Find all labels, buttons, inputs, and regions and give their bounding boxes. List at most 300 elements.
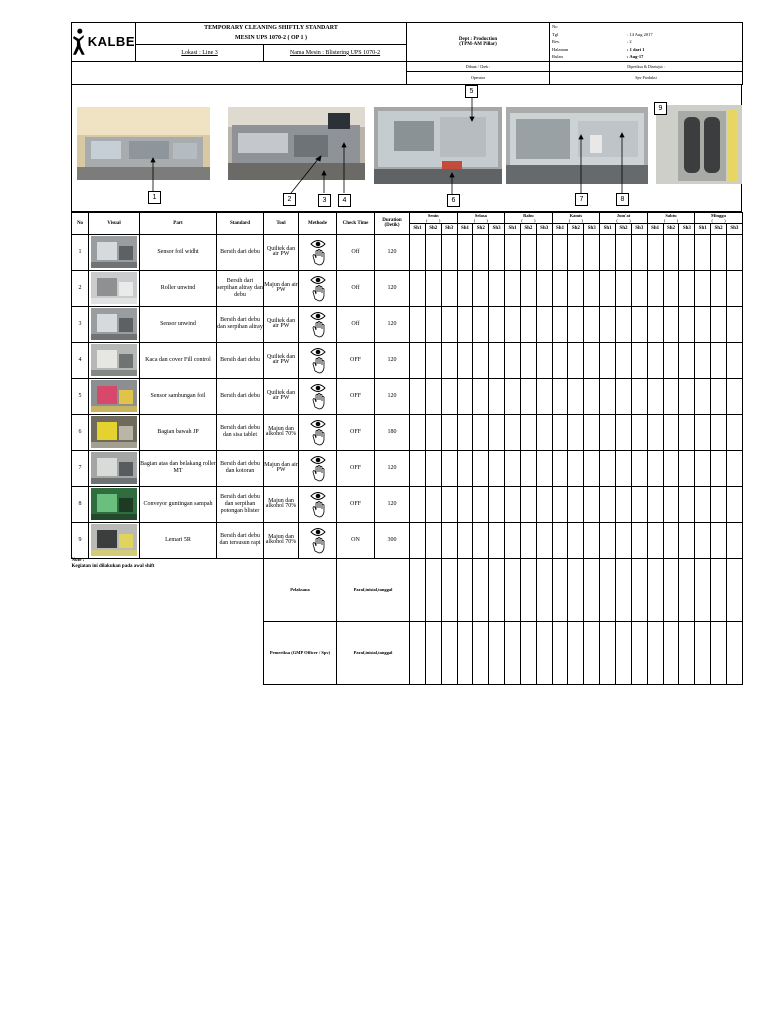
signoff-cell[interactable] <box>489 558 505 621</box>
row-no: 8 <box>72 486 89 522</box>
check-cell[interactable] <box>536 450 552 486</box>
check-cell[interactable] <box>457 270 473 306</box>
dept-line-1: Dept : Production <box>458 36 498 42</box>
check-cell[interactable] <box>711 522 727 558</box>
signoff-cell[interactable] <box>584 558 600 621</box>
check-cell[interactable] <box>520 270 536 306</box>
check-cell[interactable] <box>536 306 552 342</box>
check-cell[interactable] <box>584 306 600 342</box>
signoff-cell[interactable] <box>410 558 426 621</box>
check-cell[interactable] <box>584 342 600 378</box>
check-cell[interactable] <box>679 378 695 414</box>
check-cell[interactable] <box>568 378 584 414</box>
check-cell[interactable] <box>457 522 473 558</box>
row-method <box>299 414 337 450</box>
check-cell[interactable] <box>457 450 473 486</box>
check-cell[interactable] <box>726 270 742 306</box>
machine-name: Nama Mesin : Blistering UPS 1070-2 <box>264 44 407 61</box>
check-cell[interactable] <box>616 306 632 342</box>
check-cell[interactable] <box>410 450 426 486</box>
eye-hand-method-icon <box>309 309 327 339</box>
check-cell[interactable] <box>711 342 727 378</box>
check-cell[interactable] <box>695 414 711 450</box>
check-cell[interactable] <box>584 270 600 306</box>
shift-header: Sh1 <box>505 223 521 234</box>
shift-header: Sh1 <box>647 223 663 234</box>
check-cell[interactable] <box>711 234 727 270</box>
check-cell[interactable] <box>584 522 600 558</box>
check-cell[interactable] <box>663 450 679 486</box>
check-cell[interactable] <box>536 414 552 450</box>
check-cell[interactable] <box>410 342 426 378</box>
check-cell[interactable] <box>410 270 426 306</box>
check-cell[interactable] <box>457 306 473 342</box>
day-header <box>647 212 695 223</box>
signoff-cell[interactable] <box>552 621 568 684</box>
check-cell[interactable] <box>647 522 663 558</box>
row-standard: Bersih dari debu <box>217 234 264 270</box>
signoff-cell[interactable] <box>711 558 727 621</box>
check-cell[interactable] <box>695 234 711 270</box>
row-tool: Quiltek dan air PW <box>264 306 299 342</box>
check-cell[interactable] <box>695 270 711 306</box>
row-no: 5 <box>72 378 89 414</box>
check-cell[interactable] <box>568 414 584 450</box>
callout-4: 4 <box>338 194 351 207</box>
row-tool: Quiltek dan air PW <box>264 342 299 378</box>
check-cell[interactable] <box>584 378 600 414</box>
check-cell[interactable] <box>505 234 521 270</box>
check-cell[interactable] <box>425 270 441 306</box>
check-cell[interactable] <box>616 270 632 306</box>
check-cell[interactable] <box>425 486 441 522</box>
check-cell[interactable] <box>536 522 552 558</box>
check-cell[interactable] <box>679 522 695 558</box>
check-cell[interactable] <box>489 414 505 450</box>
check-cell[interactable] <box>695 342 711 378</box>
check-cell[interactable] <box>726 234 742 270</box>
check-cell[interactable] <box>520 234 536 270</box>
approval-box <box>550 61 743 84</box>
check-cell[interactable] <box>441 522 457 558</box>
check-cell[interactable] <box>520 342 536 378</box>
check-cell[interactable] <box>473 522 489 558</box>
check-cell[interactable] <box>600 486 616 522</box>
check-cell[interactable] <box>616 234 632 270</box>
check-cell[interactable] <box>679 342 695 378</box>
check-cell[interactable] <box>489 378 505 414</box>
check-cell[interactable] <box>663 234 679 270</box>
check-cell[interactable] <box>552 450 568 486</box>
row-standard: Bersih dari debu <box>217 342 264 378</box>
check-cell[interactable] <box>568 306 584 342</box>
signoff-cell[interactable] <box>473 558 489 621</box>
eye-hand-method-icon <box>309 525 327 555</box>
col-standard: Standard <box>217 212 264 234</box>
check-cell[interactable] <box>663 486 679 522</box>
check-cell[interactable] <box>489 270 505 306</box>
table-row <box>72 414 743 450</box>
signoff-cell[interactable] <box>536 558 552 621</box>
check-cell[interactable] <box>505 270 521 306</box>
check-cell[interactable] <box>473 234 489 270</box>
signoff-cell[interactable] <box>425 558 441 621</box>
check-cell[interactable] <box>600 378 616 414</box>
check-cell[interactable] <box>520 378 536 414</box>
header-spacer <box>72 61 407 84</box>
check-cell[interactable] <box>473 306 489 342</box>
row-part: Bagian atas dan belakang roller MT <box>140 450 217 486</box>
signoff-cell[interactable] <box>616 621 632 684</box>
check-cell[interactable] <box>410 414 426 450</box>
signoff-cell[interactable] <box>695 558 711 621</box>
signoff-cell[interactable] <box>457 621 473 684</box>
shift-header: Sh1 <box>552 223 568 234</box>
check-cell[interactable] <box>600 270 616 306</box>
check-cell[interactable] <box>695 450 711 486</box>
day-date: ( ) <box>521 217 536 223</box>
check-cell[interactable] <box>489 342 505 378</box>
signoff-cell[interactable] <box>520 558 536 621</box>
check-cell[interactable] <box>695 522 711 558</box>
check-cell[interactable] <box>584 486 600 522</box>
row-visual <box>89 270 140 306</box>
signoff-cell[interactable] <box>536 621 552 684</box>
document-info <box>550 23 743 62</box>
check-cell[interactable] <box>726 342 742 378</box>
callout-9: 9 <box>654 102 667 115</box>
check-cell[interactable] <box>647 270 663 306</box>
check-cell[interactable] <box>410 486 426 522</box>
row-tool: Quiltek dan air PW <box>264 234 299 270</box>
check-cell[interactable] <box>410 378 426 414</box>
check-cell[interactable] <box>647 486 663 522</box>
check-cell[interactable] <box>600 414 616 450</box>
check-cell[interactable] <box>711 378 727 414</box>
row-check-time: OFF <box>337 414 375 450</box>
check-cell[interactable] <box>552 486 568 522</box>
check-cell[interactable] <box>711 270 727 306</box>
signoff-cell[interactable] <box>441 558 457 621</box>
visual-yellow-photo <box>91 416 137 448</box>
check-cell[interactable] <box>663 306 679 342</box>
check-cell[interactable] <box>616 450 632 486</box>
doc-page-label: Halaman <box>552 46 569 52</box>
check-cell[interactable] <box>410 234 426 270</box>
check-cell[interactable] <box>552 414 568 450</box>
department <box>407 23 550 62</box>
check-cell[interactable] <box>441 234 457 270</box>
doc-rev-label: Rev. <box>552 39 561 45</box>
check-cell[interactable] <box>679 270 695 306</box>
signoff-cell[interactable] <box>410 621 426 684</box>
row-tool: Majun dan alkohol 70% <box>264 522 299 558</box>
check-cell[interactable] <box>711 414 727 450</box>
check-cell[interactable] <box>679 414 695 450</box>
signoff-cell[interactable] <box>568 558 584 621</box>
visual-machine-photo <box>91 452 137 484</box>
check-cell[interactable] <box>489 234 505 270</box>
check-cell[interactable] <box>663 522 679 558</box>
check-cell[interactable] <box>505 486 521 522</box>
check-cell[interactable] <box>489 522 505 558</box>
check-cell[interactable] <box>473 486 489 522</box>
signoff-cell[interactable] <box>711 621 727 684</box>
check-cell[interactable] <box>726 414 742 450</box>
signoff-cell[interactable] <box>616 558 632 621</box>
check-cell[interactable] <box>584 450 600 486</box>
signoff-cell[interactable] <box>647 558 663 621</box>
check-cell[interactable] <box>457 414 473 450</box>
signoff-cell[interactable] <box>631 621 647 684</box>
col-part: Part <box>140 212 217 234</box>
check-cell[interactable] <box>663 342 679 378</box>
day-name: Sabtu <box>665 212 677 218</box>
check-cell[interactable] <box>441 378 457 414</box>
check-cell[interactable] <box>425 306 441 342</box>
check-cell[interactable] <box>568 522 584 558</box>
check-cell[interactable] <box>568 270 584 306</box>
check-cell[interactable] <box>711 306 727 342</box>
signoff-cell[interactable] <box>520 621 536 684</box>
check-cell[interactable] <box>663 414 679 450</box>
signoff-cell[interactable] <box>726 621 742 684</box>
signoff-cell[interactable] <box>679 558 695 621</box>
check-cell[interactable] <box>616 342 632 378</box>
shift-header: Sh2 <box>520 223 536 234</box>
signoff-cell[interactable] <box>726 558 742 621</box>
check-cell[interactable] <box>552 522 568 558</box>
signoff-cell[interactable] <box>584 621 600 684</box>
check-cell[interactable] <box>473 270 489 306</box>
check-cell[interactable] <box>584 234 600 270</box>
check-cell[interactable] <box>663 378 679 414</box>
check-cell[interactable] <box>631 378 647 414</box>
visual-roller-photo <box>91 272 137 304</box>
check-cell[interactable] <box>425 450 441 486</box>
callout-7: 7 <box>575 193 588 206</box>
check-cell[interactable] <box>568 450 584 486</box>
signoff-cell[interactable] <box>600 558 616 621</box>
check-cell[interactable] <box>552 270 568 306</box>
check-cell[interactable] <box>552 342 568 378</box>
check-cell[interactable] <box>520 486 536 522</box>
visual-cabinet-photo <box>91 524 137 556</box>
check-cell[interactable] <box>473 378 489 414</box>
check-cell[interactable] <box>552 378 568 414</box>
signoff-row <box>72 558 743 621</box>
check-cell[interactable] <box>505 414 521 450</box>
check-cell[interactable] <box>616 486 632 522</box>
signoff-cell[interactable] <box>663 621 679 684</box>
check-cell[interactable] <box>410 306 426 342</box>
shift-header: Sh2 <box>568 223 584 234</box>
check-cell[interactable] <box>711 450 727 486</box>
check-cell[interactable] <box>489 450 505 486</box>
eye-hand-method-icon <box>309 273 327 303</box>
check-cell[interactable] <box>600 234 616 270</box>
check-cell[interactable] <box>600 342 616 378</box>
check-cell[interactable] <box>631 342 647 378</box>
check-cell[interactable] <box>600 522 616 558</box>
check-cell[interactable] <box>441 414 457 450</box>
row-part: Lemari 5R <box>140 522 217 558</box>
check-cell[interactable] <box>647 306 663 342</box>
check-cell[interactable] <box>616 522 632 558</box>
check-cell[interactable] <box>616 414 632 450</box>
check-cell[interactable] <box>536 234 552 270</box>
check-cell[interactable] <box>695 306 711 342</box>
check-cell[interactable] <box>457 486 473 522</box>
check-cell[interactable] <box>505 342 521 378</box>
check-cell[interactable] <box>536 270 552 306</box>
check-cell[interactable] <box>647 450 663 486</box>
check-cell[interactable] <box>568 486 584 522</box>
check-cell[interactable] <box>679 306 695 342</box>
check-cell[interactable] <box>584 414 600 450</box>
signoff-sign: Paraf,inisial,tanggal <box>337 621 410 684</box>
check-cell[interactable] <box>520 306 536 342</box>
check-cell[interactable] <box>695 486 711 522</box>
check-cell[interactable] <box>536 486 552 522</box>
check-cell[interactable] <box>726 450 742 486</box>
col-no: No <box>72 212 89 234</box>
signoff-cell[interactable] <box>473 621 489 684</box>
check-cell[interactable] <box>425 522 441 558</box>
check-cell[interactable] <box>679 234 695 270</box>
check-cell[interactable] <box>600 306 616 342</box>
signoff-cell[interactable] <box>505 558 521 621</box>
check-cell[interactable] <box>473 450 489 486</box>
check-cell[interactable] <box>647 342 663 378</box>
shift-header: Sh2 <box>425 223 441 234</box>
row-tool: Majun dan alkohol 70% <box>264 486 299 522</box>
check-cell[interactable] <box>489 486 505 522</box>
check-cell[interactable] <box>726 378 742 414</box>
check-cell[interactable] <box>631 486 647 522</box>
signoff-cell[interactable] <box>631 558 647 621</box>
row-duration: 120 <box>375 486 410 522</box>
check-cell[interactable] <box>679 486 695 522</box>
check-cell[interactable] <box>726 522 742 558</box>
check-cell[interactable] <box>631 306 647 342</box>
maker-box <box>407 61 550 84</box>
check-cell[interactable] <box>441 342 457 378</box>
check-cell[interactable] <box>457 378 473 414</box>
check-cell[interactable] <box>425 414 441 450</box>
check-cell[interactable] <box>473 414 489 450</box>
check-cell[interactable] <box>425 378 441 414</box>
signoff-cell[interactable] <box>647 621 663 684</box>
check-cell[interactable] <box>568 234 584 270</box>
doc-page-value: : 1 dari 1 <box>627 46 645 52</box>
check-cell[interactable] <box>679 450 695 486</box>
table-row <box>72 450 743 486</box>
check-cell[interactable] <box>647 234 663 270</box>
signoff-cell[interactable] <box>457 558 473 621</box>
shift-header: Sh3 <box>441 223 457 234</box>
check-cell[interactable] <box>631 270 647 306</box>
check-cell[interactable] <box>695 378 711 414</box>
check-cell[interactable] <box>425 234 441 270</box>
check-cell[interactable] <box>647 378 663 414</box>
check-cell[interactable] <box>568 342 584 378</box>
check-cell[interactable] <box>631 450 647 486</box>
check-cell[interactable] <box>441 486 457 522</box>
row-method <box>299 486 337 522</box>
check-cell[interactable] <box>505 522 521 558</box>
check-cell[interactable] <box>489 306 505 342</box>
signoff-cell[interactable] <box>600 621 616 684</box>
check-cell[interactable] <box>473 342 489 378</box>
check-cell[interactable] <box>600 450 616 486</box>
signoff-cell[interactable] <box>568 621 584 684</box>
shift-header: Sh3 <box>489 223 505 234</box>
row-no: 4 <box>72 342 89 378</box>
check-cell[interactable] <box>616 378 632 414</box>
check-cell[interactable] <box>410 522 426 558</box>
check-cell[interactable] <box>647 414 663 450</box>
signoff-cell[interactable] <box>663 558 679 621</box>
check-cell[interactable] <box>441 270 457 306</box>
check-cell[interactable] <box>457 342 473 378</box>
eye-hand-method-icon <box>309 453 327 483</box>
signoff-role: Pelaksana <box>264 558 337 621</box>
check-cell[interactable] <box>425 342 441 378</box>
check-cell[interactable] <box>726 486 742 522</box>
col-duration: Duration (Detik) <box>375 212 410 234</box>
check-cell[interactable] <box>631 234 647 270</box>
signoff-cell[interactable] <box>552 558 568 621</box>
day-date: ( ) <box>663 217 679 223</box>
check-cell[interactable] <box>536 342 552 378</box>
table-row <box>72 486 743 522</box>
check-cell[interactable] <box>631 414 647 450</box>
signoff-cell[interactable] <box>441 621 457 684</box>
check-cell[interactable] <box>505 450 521 486</box>
check-cell[interactable] <box>663 270 679 306</box>
signoff-cell[interactable] <box>679 621 695 684</box>
doc-month-value: : Aug-17 <box>627 54 644 60</box>
signoff-cell[interactable] <box>425 621 441 684</box>
check-cell[interactable] <box>552 306 568 342</box>
doc-date-label: Tgl <box>552 31 559 37</box>
check-cell[interactable] <box>520 414 536 450</box>
check-cell[interactable] <box>520 450 536 486</box>
check-cell[interactable] <box>441 306 457 342</box>
check-cell[interactable] <box>441 450 457 486</box>
check-cell[interactable] <box>457 234 473 270</box>
signoff-cell[interactable] <box>695 621 711 684</box>
check-cell[interactable] <box>505 378 521 414</box>
kalbe-figure-icon <box>72 27 86 57</box>
signoff-cell[interactable] <box>505 621 521 684</box>
check-cell[interactable] <box>520 522 536 558</box>
day-header <box>695 212 743 223</box>
check-cell[interactable] <box>536 378 552 414</box>
check-cell[interactable] <box>726 306 742 342</box>
doc-date-value: : 14 Aug 2017 <box>627 31 653 37</box>
check-cell[interactable] <box>505 306 521 342</box>
day-name: Selasa <box>474 212 487 218</box>
signoff-cell[interactable] <box>489 621 505 684</box>
row-method <box>299 450 337 486</box>
shift-header: Sh3 <box>679 223 695 234</box>
check-cell[interactable] <box>631 522 647 558</box>
row-standard: Bersih dari debu dan tersusun rapi <box>217 522 264 558</box>
check-cell[interactable] <box>711 486 727 522</box>
check-cell[interactable] <box>552 234 568 270</box>
